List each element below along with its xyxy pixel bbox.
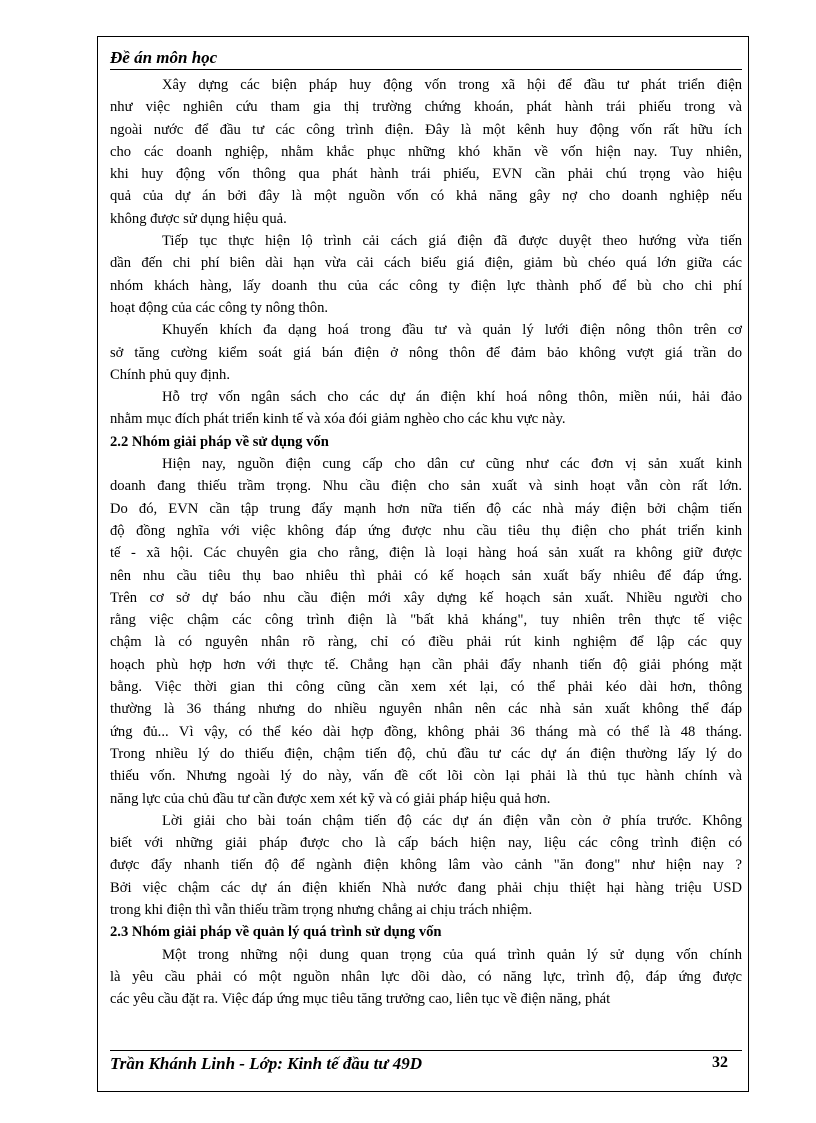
paragraph-line: nên nhu cầu tiêu thụ bao nhiêu thì phải có kế hoạch sản xuất bấy nhiêu để đáp ứng. [110,567,742,584]
paragraph-line: Hiện nay, nguồn điện cung cấp cho dân cư cũng như các đơn vị sản xuất kinh [162,456,742,473]
paragraph-line: biết với những giải pháp được cho là cấp bách hiện nay, liệu các công trình điện có [110,835,742,852]
paragraph-line: dần đến chi phí biên dài hạn vừa cải cách biểu giá điện, giảm bù chéo quá lớn giữa các [110,255,742,272]
header-title: Đề án môn học [110,48,218,67]
section-heading: 2.3 Nhóm giải pháp về quản lý quá trình sử dụng vốn [110,924,442,941]
paragraph-line: Một trong những nội dung quan trọng của quá trình quản lý sử dụng vốn chính [162,946,742,963]
paragraph-line: Khuyến khích đa dạng hoá trong đầu tư và quản lý lưới điện nông thôn trên cơ [162,322,742,339]
paragraph-line: Trong nhiều lý do thiếu điện, chậm tiến độ, chủ đầu tư các dự án điện thường lấy lý do [110,745,742,762]
paragraph-line: độ đồng nghĩa với việc không đáp ứng được nhu cầu tiêu thụ điện cho phát triển kinh [110,522,742,539]
paragraph-line: không được sử dụng hiệu quả. [110,210,287,227]
paragraph-line: sở tăng cường kiểm soát giá bán điện ở nông thôn để đảm bảo không vượt giá trần do [110,344,742,361]
paragraph-line: Chính phủ quy định. [110,366,230,383]
paragraph-line: ngoài nước để đầu tư các công trình điện. Đây là một kênh huy động vốn rất hữu ích [110,121,742,138]
paragraph-line: Do đó, EVN cần tập trung đẩy mạnh hơn nữa tiến độ các nhà máy điện bởi chậm tiến [110,500,742,517]
paragraph-line: trong khi điện thì vẫn thiếu trầm trọng nhưng chẳng ai chịu trách nhiệm. [110,901,533,918]
paragraph-line: là yêu cầu phải có một nguồn nhân lực dồi dào, có năng lực, trình độ, đáp ứng được [110,968,742,985]
paragraph-line: nhằm mục đích phát triển kinh tế và xóa đói giảm nghèo cho các khu vực này. [110,411,566,428]
paragraph-line: Trên cơ sở dự báo nhu cầu điện mới xây dựng kế hoạch sản xuất. Nhiều người cho [110,589,742,606]
header-divider [110,69,742,70]
paragraph-line: Lời giải cho bài toán chậm tiến độ các dự án điện vẫn còn ở phía trước. Không [162,812,742,829]
paragraph-line: quả của dự án bởi đây là một nguồn vốn có khả năng gây nợ cho doanh nghiệp nếu [110,188,742,205]
paragraph-line: doanh đang thiếu trầm trọng. Nhu cầu điện cho sản xuất và sinh hoạt vẫn còn rất lớn. [110,478,742,495]
paragraph-line: Xây dựng các biện pháp huy động vốn trong xã hội để đầu tư phát triển điện [162,77,742,93]
document-body [110,74,742,1010]
paragraph-line: Hỗ trợ vốn ngân sách cho các dự án điện khí hoá nông thôn, miền núi, hải đảo [162,389,742,406]
paragraph-line: khi huy động vốn thông qua phát hành trái phiếu, EVN cần phải chú trọng vào hiệu [110,166,742,183]
section-heading: 2.2 Nhóm giải pháp về sử dụng vốn [110,433,329,450]
paragraph-line: cho các doanh nghiệp, nhằm khắc phục những khó khăn về vốn hiện nay. Tuy nhiên, [110,143,742,160]
footer-author: Trần Khánh Linh - Lớp: Kinh tế đầu tư 49D [110,1054,423,1073]
paragraph-line: năng lực của chủ đầu tư cần được xem xét kỹ và có giải pháp hiệu quả hơn. [110,790,551,807]
page-header [110,48,742,68]
paragraph-line: các yêu cầu đặt ra. Việc đáp ứng mục tiêu tăng trưởng cao, liên tục về điện năng, phát [110,991,611,1008]
paragraph-line: hoạt động của các công ty nông thôn. [110,299,329,316]
paragraph-line: được đẩy nhanh tiến độ để ngành điện không lâm vào cảnh "ăn đong" như hiện nay ? [110,857,742,874]
paragraph-line: bằng. Việc thời gian thi công cũng cần xem xét lại, có thể phải kéo dài hơn, thông [110,679,742,696]
paragraph-line: tế - xã hội. Các chuyên gia cho rằng, điện là loại hàng hoá sản xuất ra không giữ được [110,545,742,562]
page-number: 32 [712,1054,728,1071]
paragraph-line: thiếu vốn. Nhưng ngoài lý do này, vấn đề cốt lõi còn lại phải là thủ tục hành chính và [110,768,742,785]
paragraph-line: Tiếp tục thực hiện lộ trình cải cách giá điện đã được duyệt theo hướng vừa tiến [162,233,742,250]
paragraph-line: rằng việc chậm các công trình điện là "bất khả kháng", tuy nhiên trên thực tế việc [110,612,742,629]
paragraph-line: chậm là có nguyên nhân rõ ràng, chỉ có điều phải rút kinh nghiệm để lập các quy [110,634,742,651]
paragraph-line: ứng đủ... Vì vậy, có thể kéo dài hợp đồng, không phải 36 tháng mà có thể là 48 tháng. [110,723,742,740]
paragraph-line: hoạch phù hợp hơn với thực tế. Chẳng hạn cần phải đẩy nhanh tiến độ giải phóng mặt [110,656,742,673]
paragraph-line: như việc nghiên cứu tham gia thị trường chứng khoán, phát hành trái phiếu trong và [110,99,742,116]
paragraph-line: Bởi việc chậm các dự án điện khiến Nhà nước đang phải chịu thiệt hại hàng triệu USD [110,879,742,896]
paragraph-line: thường là 36 tháng nhưng do nhiều nguyên nhân nên các nhà sản xuất không thể đáp [110,701,742,718]
paragraph-line: nhóm khách hàng, lấy doanh thu của các công ty điện lực thành phố để bù cho chi phí [110,277,742,294]
footer-divider [110,1050,742,1051]
